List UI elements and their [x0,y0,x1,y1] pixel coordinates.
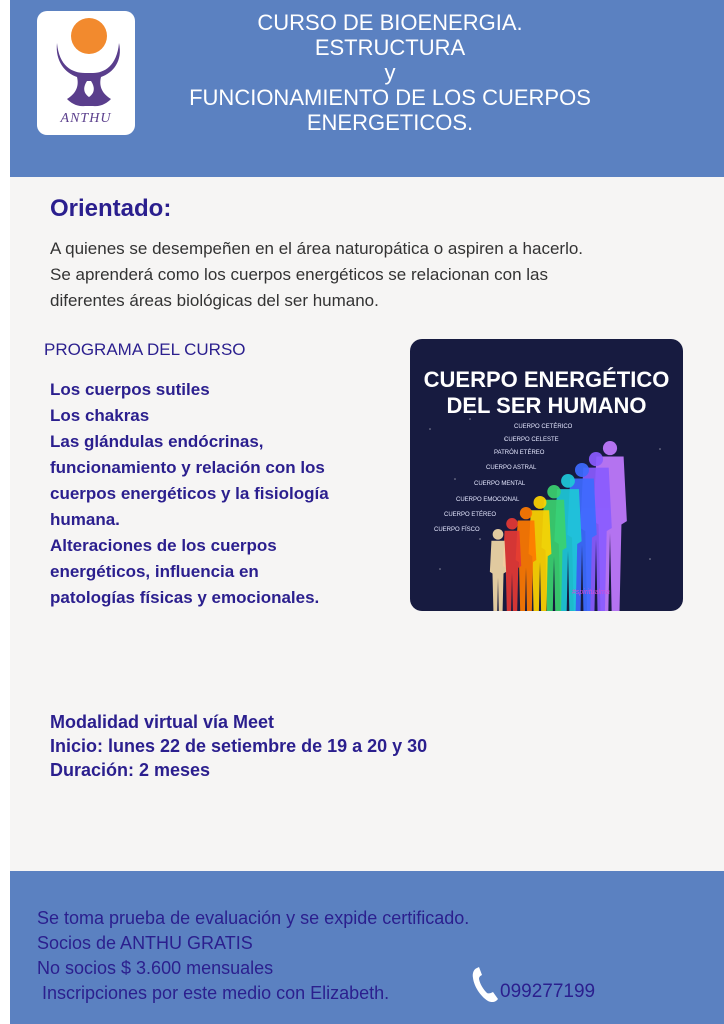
programa-line: Alteraciones de los cuerpos [50,536,277,555]
footer-info [37,906,469,1006]
title-line: y [384,60,396,85]
poster-label: CUERPO ETÉREO [444,512,497,518]
poster-title-line: CUERPO ENERGÉTICO [423,367,670,392]
course-details [50,710,427,782]
programa-line: Las glándulas endócrinas, [50,432,264,451]
orientado-line: A quienes se desempeñen en el área naturopática o aspiren a hacerlo. [50,239,584,258]
title-line: ENERGETICOS. [306,110,474,135]
poster-label: CUERPO MENTAL [474,481,526,487]
orientado-heading: Orientado: [50,195,172,222]
poster-label: PATRÓN ETÉREO [494,450,545,456]
poster-label: CUERPO CETÉRICO [514,424,573,430]
programa-line: patologías físicas y emocionales. [50,588,320,607]
poster-label: CUERPO CELESTE [504,437,559,443]
poster-image [410,339,683,611]
page-title [150,10,630,135]
poster-title-line: DEL SER HUMANO [446,393,647,418]
programa-list [50,377,390,611]
poster-hashtag: #spiritualma [572,589,610,596]
details-line: Modalidad virtual vía Meet [50,712,275,732]
poster-label: CUERPO ASTRAL [486,465,537,471]
orientado-line: Se aprenderá como los cuerpos energéticos se relacionan con las [50,265,549,284]
phone-icon [468,964,500,1004]
programa-line: cuerpos energéticos y la fisiología [50,484,329,503]
footer-line: No socios $ 3.600 mensuales [37,958,274,978]
orientado-line: diferentes áreas biológicas del ser humano. [50,291,379,310]
programa-line: funcionamiento y relación con los [50,458,325,477]
title-line: ESTRUCTURA [314,35,466,60]
footer-line: Socios de ANTHU GRATIS [37,933,253,953]
anthu-logo [37,11,135,135]
title-line: FUNCIONAMIENTO DE LOS CUERPOS [189,85,591,110]
programa-line: energéticos, influencia en [50,562,259,581]
phone-number[interactable]: 099277199 [500,981,596,1002]
details-line: Inicio: lunes 22 de setiembre de 19 a 20 y 30 [50,736,428,756]
title-line: CURSO DE BIOENERGIA. [257,10,523,35]
programa-heading: PROGRAMA DEL CURSO [44,340,246,359]
poster-label: CUERPO FÍSCO [434,527,480,533]
orientado-description [50,236,700,314]
details-line: Duración: 2 meses [50,760,211,780]
footer-line: Inscripciones por este medio con Elizabeth. [37,983,390,1003]
programa-line: Los cuerpos sutiles [50,380,210,399]
programa-line: humana. [50,510,120,529]
poster-label: CUERPO EMOCIONAL [456,497,520,503]
logo-figure-icon [37,11,135,111]
footer-line: Se toma prueba de evaluación y se expide certificado. [37,908,470,928]
logo-text: ANTHU [60,111,112,126]
programa-line: Los chakras [50,406,150,425]
human-figure [490,529,506,611]
human-figures-icon [410,339,683,611]
